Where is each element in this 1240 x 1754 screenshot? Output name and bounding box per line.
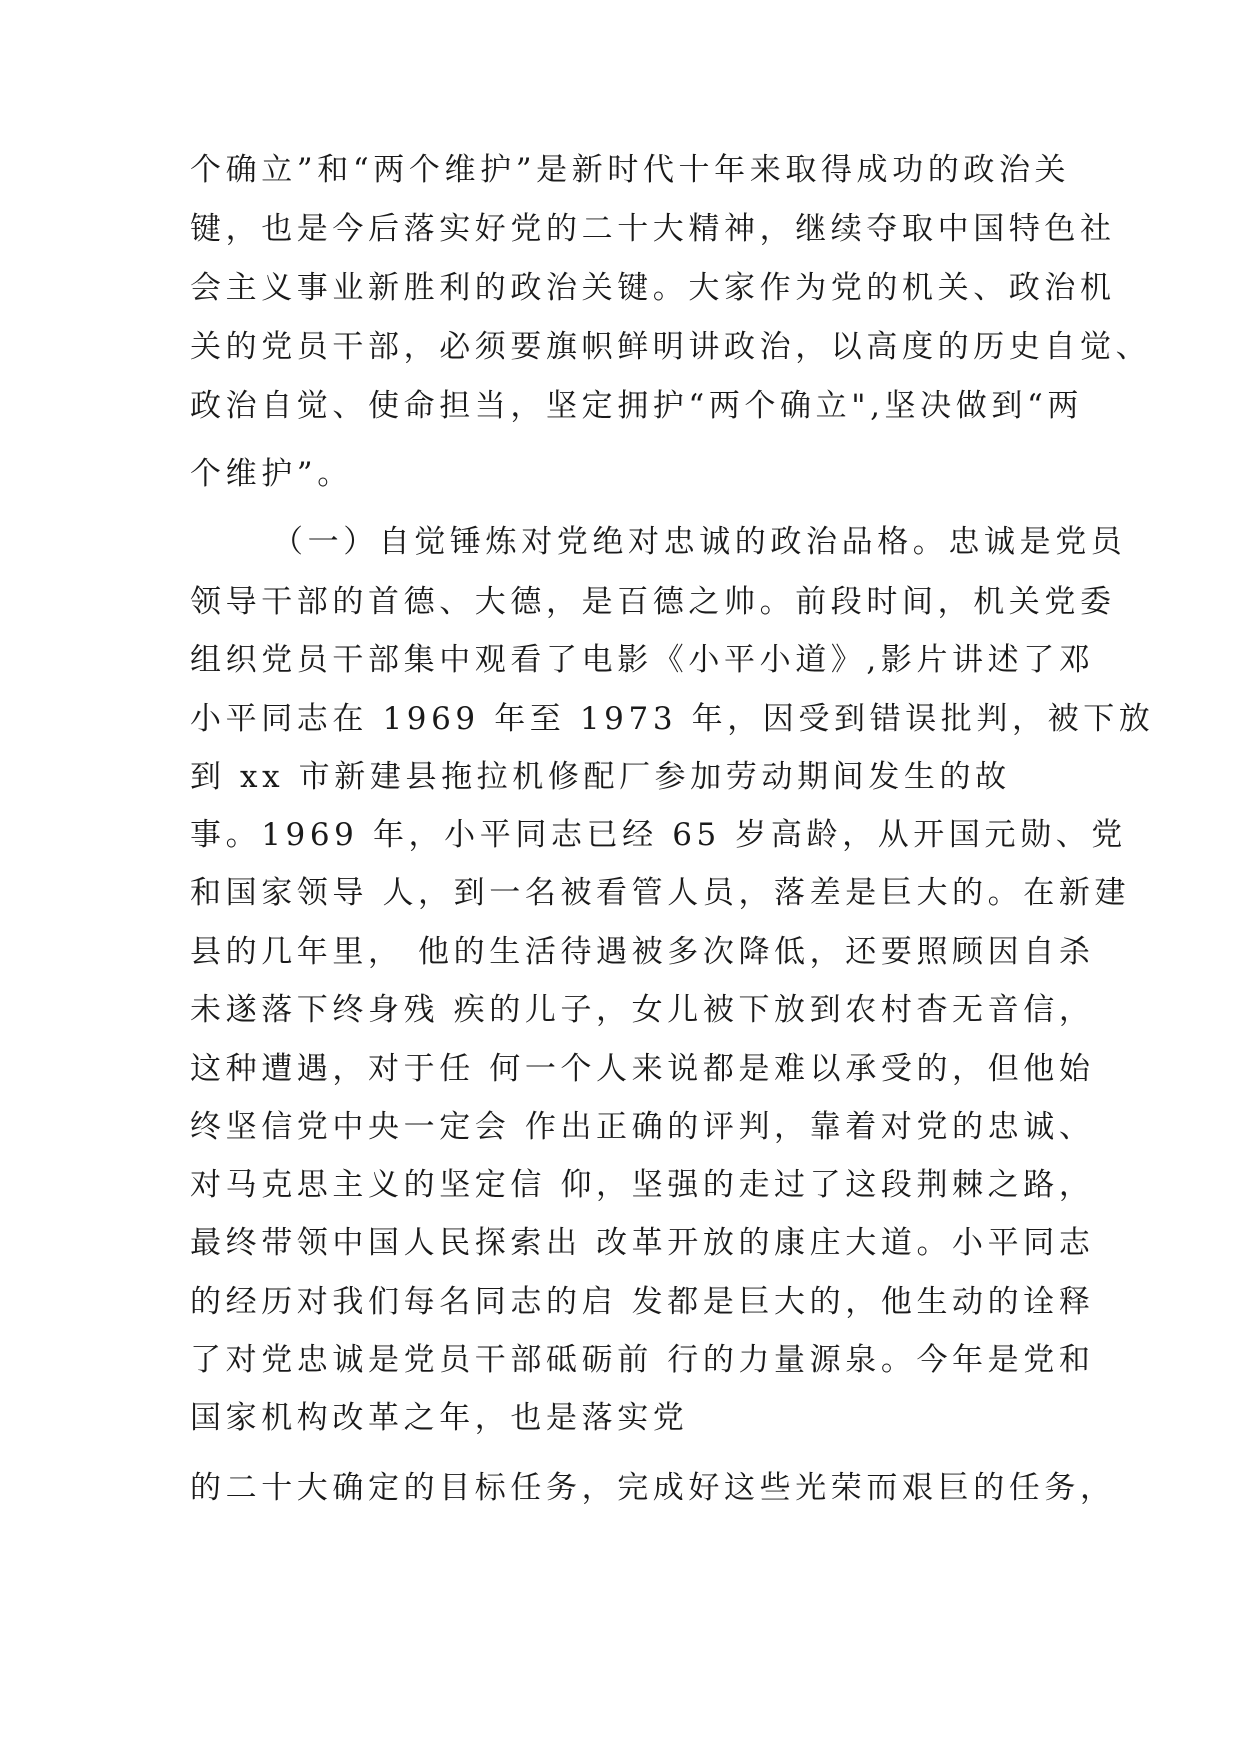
text-line: 和国家领导 人，到一名被看管人员，落差是巨大的。在新建 (190, 875, 1131, 911)
text-line: 最终带领中国人民探索出 改革开放的康庄大道。小平同志 (190, 1225, 1095, 1261)
text-line: 县的几年里， 他的生活待遇被多次降低，还要照顾因自杀 (190, 934, 1095, 970)
text-line: （一）自觉锤炼对党绝对忠诚的政治品格。忠诚是党员 (272, 524, 1127, 560)
text-line: 事。1969 年，小平同志已经 65 岁高龄，从开国元勋、党 (190, 817, 1127, 853)
text-line: 这种遭遇，对于任 何一个人来说都是难以承受的，但他始 (190, 1051, 1095, 1087)
text-line: 政治自觉、使命担当，坚定拥护“两个确立",坚决做到“两 (190, 388, 1084, 424)
text-line: 小平同志在 1969 年至 1973 年，因受到错误批判，被下放 (190, 701, 1155, 737)
text-line: 终坚信党中央一定会 作出正确的评判，靠着对党的忠诚、 (190, 1109, 1095, 1145)
text-line: 个确立”和“两个维护”是新时代十年来取得成功的政治关 (190, 152, 1071, 188)
text-line: 的经历对我们每名同志的启 发都是巨大的，他生动的诠释 (190, 1284, 1095, 1320)
text-line: 对马克思主义的坚定信 仰，坚强的走过了这段荆棘之路， (190, 1167, 1095, 1203)
text-line: 未遂落下终身残 疾的儿子，女儿被下放到农村杳无音信， (190, 992, 1095, 1028)
text-line: 了对党忠诚是党员干部砥砺前 行的力量源泉。今年是党和 (190, 1342, 1095, 1378)
text-line: 的二十大确定的目标任务，完成好这些光荣而艰巨的任务， (190, 1470, 1116, 1506)
text-line: 会主义事业新胜利的政治关键。大家作为党的机关、政治机 (190, 270, 1116, 306)
text-line: 个维护”。 (190, 456, 353, 492)
text-line: 领导干部的首德、大德，是百德之帅。前段时间，机关党委 (190, 584, 1116, 620)
text-line: 国家机构改革之年，也是落实党 (190, 1400, 689, 1436)
text-line: 组织党员干部集中观看了电影《小平小道》,影片讲述了邓 (190, 642, 1095, 678)
text-line: 到 xx 市新建县拖拉机修配厂参加劳动期间发生的故 (190, 759, 1011, 795)
text-line: 键，也是今后落实好党的二十大精神，继续夺取中国特色社 (190, 211, 1116, 247)
text-line: 关的党员干部，必须要旗帜鲜明讲政治，以高度的历史自觉、 (190, 329, 1152, 365)
